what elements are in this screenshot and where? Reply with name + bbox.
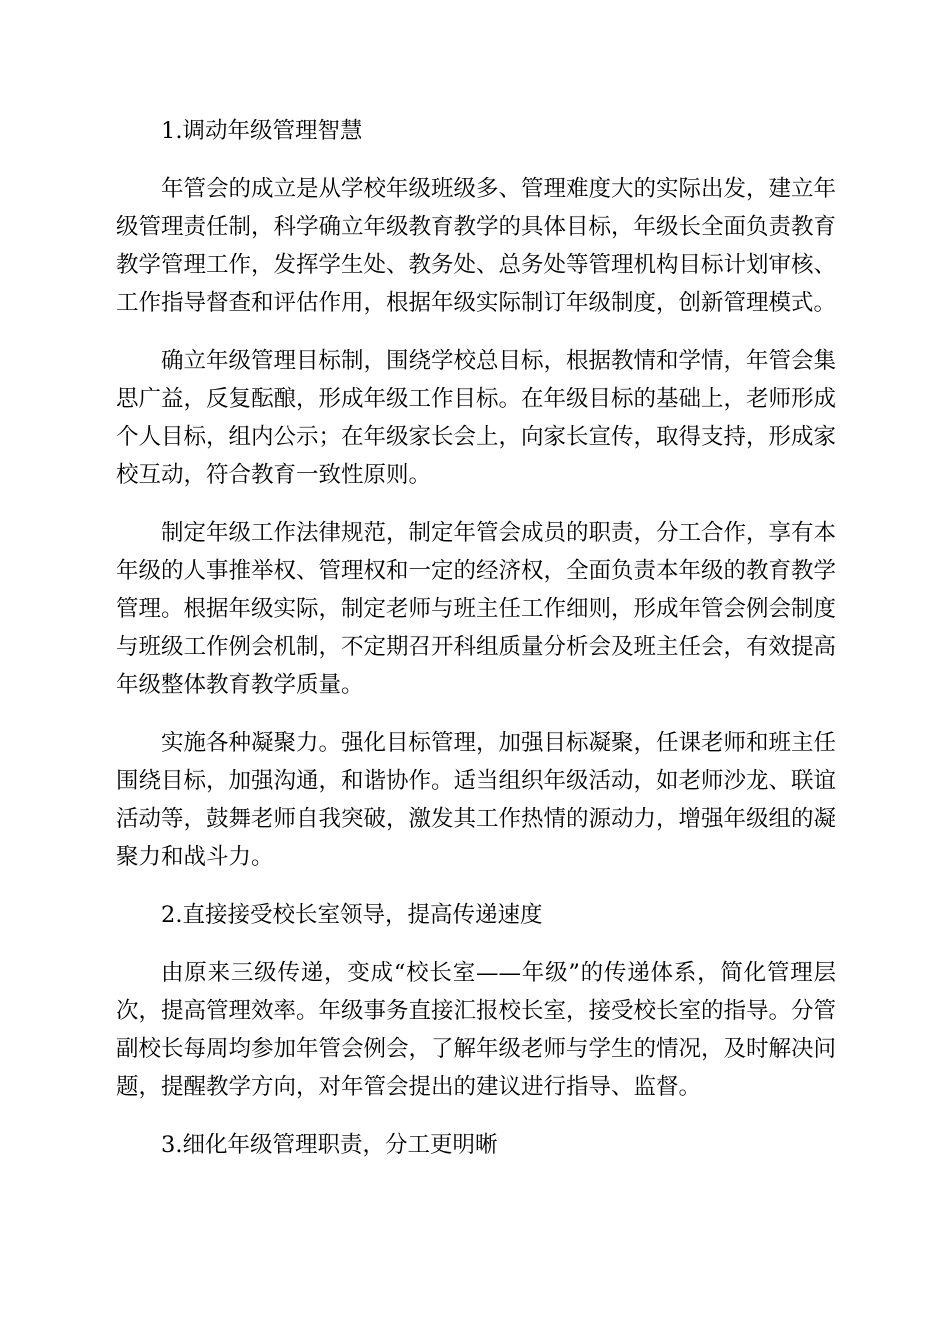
paragraph-1-2: 确立年级管理目标制，围绕学校总目标，根据教情和学情，年管会集思广益，反复酝酿，形成年级工作目标。在年级目标的基础上，老师形成个人目标，组内公示；在年级家长会上，向家长宣传，取得支持，形成家校互动，符合教育一致性原则。 (116, 348, 837, 488)
paragraph-1-4: 实施各种凝聚力。强化目标管理，加强目标凝聚，任课老师和班主任围绕目标，加强沟通，和谐协作。适当组织年级活动，如老师沙龙、联谊活动等，鼓舞老师自我突破，激发其工作热情的源动力，增强年级组的凝聚力和战斗力。 (116, 730, 837, 870)
paragraph-1-1: 年管会的成立是从学校年级班级多、管理难度大的实际出发，建立年级管理责任制，科学确立年级教育教学的具体目标，年级长全面负责教育教学管理工作，发挥学生处、教务处、总务处等管理机构目标计划审核、工作指导督查和评估作用，根据年级实际制订年级制度，创新管理模式。 (116, 176, 837, 316)
section-heading-1: 1.调动年级管理智慧 (161, 118, 363, 144)
section-heading-2: 2.直接接受校长室领导，提高传递速度 (161, 902, 543, 928)
paragraph-1-3: 制定年级工作法律规范，制定年管会成员的职责，分工合作，享有本年级的人事推举权、管理权和一定的经济权，全面负责本年级的教育教学管理。根据年级实际，制定老师与班主任工作细则，形成年管会例会制度与班级工作例会机制，不定期召开科组质量分析会及班主任会，有效提高年级整体教育教学质量。 (116, 520, 837, 698)
paragraph-2-1: 由原来三级传递，变成“校长室——年级”的传递体系，简化管理层次，提高管理效率。年级事务直接汇报校长室，接受校长室的指导。分管副校长每周均参加年管会例会，了解年级老师与学生的情况，及时解决问题，提醒教学方向，对年管会提出的建议进行指导、监督。 (116, 960, 837, 1100)
document-body (116, 112, 836, 1164)
section-heading-3: 3.细化年级管理职责，分工更明晰 (161, 1132, 498, 1158)
